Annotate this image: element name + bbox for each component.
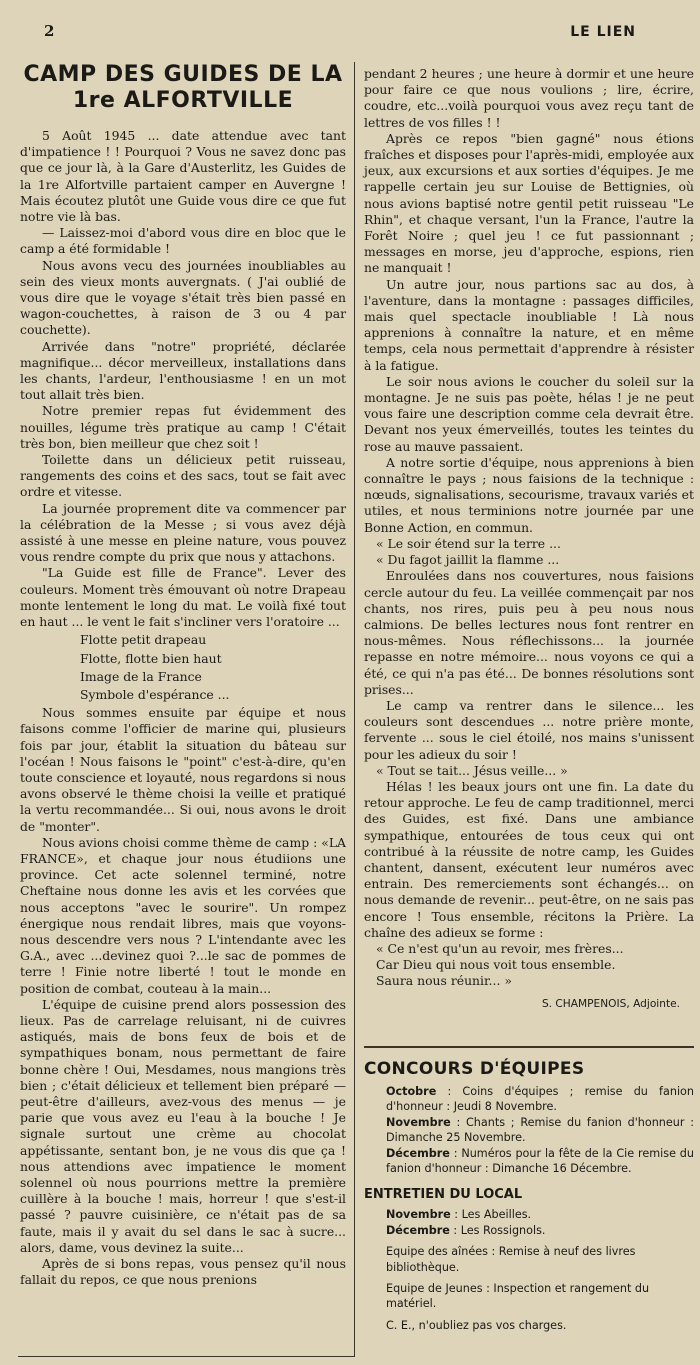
paragraph: Toilette dans un délicieux petit ruisseau, rangements des coins et des sacs, tout se fait avec ordre et vitesse. <box>20 452 346 500</box>
paragraph: A notre sortie d'équipe, nous apprenions à bien connaître le pays ; nous faisions de la technique : nœuds, signalisations, secourisme, travaux variés et utiles, et nous terminions notre journée par une Bonne Action, en commun. <box>364 454 694 535</box>
column-divider <box>354 62 355 1357</box>
entretien-month: Décembre <box>386 1223 450 1237</box>
paragraph: Arrivée dans "notre" propriété, déclarée magnifique... décor merveilleux, installations dans les chants, l'ardeur, l'enthousiasme ! en un mot tout allait très bien. <box>20 338 346 403</box>
concours-month: Novembre <box>386 1115 451 1129</box>
concours-month: Décembre <box>386 1146 450 1160</box>
verse-line: Flotte, flotte bien haut <box>80 650 222 666</box>
bottom-rule <box>18 1356 354 1357</box>
paragraph: Nous sommes ensuite par équipe et nous faisons comme l'officier de marine qui, plusieurs fois par jour, établit la situation du bâteau sur l'océan ! Nous faisons le "point" c'est-à-dire, qu'en toute conscience et loyauté, nous regardons si nous avons observé le thème choisi la veille et pratiqué la vertu recommandée... Si oui, nous avons le droit de "monter". <box>20 705 346 834</box>
entretien-note: Equipe de Jeunes : Inspection et rangement du matériel. <box>386 1282 650 1311</box>
paragraph: Notre premier repas fut évidemment des nouilles, légume très pratique au camp ! C'était très bon, bien meilleur que chez soit ! <box>20 403 346 451</box>
paragraph: L'équipe de cuisine prend alors possession des lieux. Pas de carrelage reluisant, ni de cuivres astiqués, mais de bons feux de bois et de sympathiques bonam, nous permettant de faire bonne chère ! Oui, Mesdames, nous mangions très bien ; c'était délicieux et tellement bien préparé — peut-être d'ailleurs, avez-vous des menus — je parie que vous avez eu l'eau à la bouche ! Je signale surtout une crème au chocolat appétissante, sentant bon, je ne vous dis que ça ! nous attendions avec impatience le moment solennel où nous pourrions mettre la première cuillère à la bouche ! mais, horreur ! que s'est-il passé ? pauvre cuisinière, ce n'était pas de sa faute, mais il y avait du sel dans le sac à sucre... alors, dame, vous devinez la suite... <box>20 996 346 1255</box>
article-right-column <box>364 66 694 1012</box>
article-title: CAMP DES GUIDES DE LA 1re ALFORTVILLE <box>23 62 343 113</box>
paragraph: Après de si bons repas, vous pensez qu'il nous fallait du repos, ce que nous prenions <box>20 1256 346 1288</box>
paragraph: Après ce repos "bien gagné" nous étions fraîches et disposes pour l'après-midi, employée aux jeux, aux excursions et aux sorties d'équipes. Je me rappelle certain jeu sur Louise de Bettignies, où nous avions baptisé notre gentil petit ruisseau "Le Rhin", et chaque versant, l'un la France, l'autre la Forêt Noire ; quel jeu ! ce fut passionnant ; messages en morse, jeu d'approche, espions, rien ne manquait ! <box>364 130 694 276</box>
entretien-item <box>386 1223 694 1238</box>
concours-item <box>364 1084 694 1115</box>
paragraph: pendant 2 heures ; une heure à dormir et une heure pour faire ce que nous voulions ; lire, écrire, coudre, etc...voilà pourquoi vous avez reçu tant de lettres de vos filles ! ! <box>364 66 694 130</box>
entretien-note: Equipe des aînées : Remise à neuf des livres bibliothèque. <box>386 1245 636 1274</box>
paragraph: Un autre jour, nous partions sac au dos, à l'aventure, dans la montagne : passages difficiles, mais quel spectacle inoubliable ! Là nous apprenions à connaître la nature, et en même temps, cela nous permettait d'apprendre à résister à la fatigue. <box>364 276 694 373</box>
signature: S. CHAMPENOIS, Adjointe. <box>541 997 680 1010</box>
concours-text: : Numéros pour la fête de la Cie remise du fanion d'honneur : Dimanche 16 Décembre. <box>386 1146 694 1176</box>
entretien-note: C. E., n'oubliez pas vos charges. <box>386 1318 567 1332</box>
paragraph: Enroulées dans nos couvertures, nous faisions cercle autour du feu. La veillée commençait par nos chants, nos rires, puis peu à peu nous nous calmions. De belles lectures nous font rentrer en nous-mêmes. Nous réflechissons... la journée repasse en notre mémoire... nous voyons ce qui a été, ce qui n'a pas été... De bonnes résolutions sont prises... <box>364 568 694 697</box>
quote-line: « Ce n'est qu'un au revoir, mes frères... <box>376 940 624 956</box>
paragraph: "La Guide est fille de France". Lever des couleurs. Moment très émouvant où notre Drapeau monte lentement le long du mat. Le voilà fixé tout en haut ... le vent le fait s'incliner vers l'oratoire ... <box>20 565 346 630</box>
paragraph: Nous avions choisi comme thème de camp : «LA FRANCE», et chaque jour nous étudiions une province. Cet acte solennel terminé, notre Cheftaine nous donne les avis et les corvées que nous acceptons "avec le sourire". Un rompez énergique nous rendait libres, mais que voyons-nous descendre vers nous ? L'intendante avec les G.A., avec ...devinez quoi ?...le sac de pommes de terre ! Finie notre liberté ! tout le monde en position de combat, couteau à la main... <box>20 834 346 996</box>
publication-title: LE LIEN <box>570 24 636 40</box>
paragraph: La journée proprement dite va commencer par la célébration de la Messe ; si vous avez déjà assisté à une messe en pleine nature, vous pouvez vous rendre compte du prix que nous y attachons. <box>20 500 346 565</box>
entretien-text: : Les Abeilles. <box>450 1208 532 1222</box>
concours-title: CONCOURS D'ÉQUIPES <box>364 1059 585 1079</box>
paragraph: Le camp va rentrer dans le silence... les couleurs sont descendues ... notre prière monte, fervente ... sous le ciel étoilé, nos mains s'unissent pour les adieux du soir ! <box>364 697 694 762</box>
entretien-item <box>386 1207 694 1222</box>
entretien-title: ENTRETIEN DU LOCAL <box>364 1187 523 1203</box>
page-number: 2 <box>44 22 55 40</box>
quote-line: « Tout se tait... Jésus veille... » <box>376 762 568 778</box>
quote-line: « Le soir étend sur la terre ... <box>376 535 561 551</box>
paragraph: — Laissez-moi d'abord vous dire en bloc que le camp a été formidable ! <box>20 225 346 257</box>
quote-line: « Du fagot jaillit la flamme ... <box>376 552 560 568</box>
concours-item <box>364 1115 694 1146</box>
page-header <box>0 0 700 40</box>
paragraph: Hélas ! les beaux jours ont une fin. La date du retour approche. Le feu de camp traditionnel, merci des Guides, est fixé. Dans une ambiance sympathique, entourées de tous ceux qui ont contribué à la réussite de notre camp, les Guides chantent, dansent, exécutent leur numéros avec entrain. Des remerciements sont échangés... on nous demande de revenir... peut-être, on ne sais pas encore ! Tous ensemble, récitons la Prière. La chaîne des adieux se forme : <box>364 778 694 940</box>
article-left-column <box>20 60 346 1288</box>
concours-text: : Chants ; Remise du fanion d'honneur : Dimanche 25 Novembre. <box>386 1115 694 1145</box>
verse-line: Flotte petit drapeau <box>80 632 207 648</box>
verse-line: Symbole d'espérance ... <box>80 686 230 702</box>
concours-text: : Coins d'équipes ; remise du fanion d'honneur : Jeudi 8 Novembre. <box>386 1085 694 1114</box>
quote-line: Car Dieu qui nous voit tous ensemble. <box>376 957 616 973</box>
concours-item <box>364 1146 694 1177</box>
paragraph: Le soir nous avions le coucher du soleil sur la montagne. Je ne suis pas poète, hélas ! je ne peut vous faire une description comme cela devrait être. Devant nos yeux émerveillés, toutes les teintes du rose au mauve passaient. <box>364 373 694 454</box>
paragraph: 5 Août 1945 ... date attendue avec tant d'impatience ! ! Pourquoi ? Vous ne savez donc pas que ce jour là, à la Gare d'Austerlitz, les Guides de la 1re Alfortville partaient camper en Auvergne ! Mais écoutez plutôt une Guide vous dire ce que fut notre vie là bas. <box>20 128 346 225</box>
entretien-month: Novembre <box>386 1208 451 1222</box>
verse-block <box>20 632 346 703</box>
verse-line: Image de la France <box>80 668 202 684</box>
paragraph: Nous avons vecu des journées inoubliables au sein des vieux monts auvergnats. ( J'ai oublié de vous dire que le voyage s'était très bien passé en wagon-couchettes, à raison de 3 ou 4 par couchette). <box>20 257 346 338</box>
concours-section <box>364 1046 694 1333</box>
concours-month: Octobre <box>386 1085 437 1098</box>
quote-line: Saura nous réunir... » <box>376 973 512 989</box>
entretien-text: : Les Rossignols. <box>449 1223 546 1237</box>
